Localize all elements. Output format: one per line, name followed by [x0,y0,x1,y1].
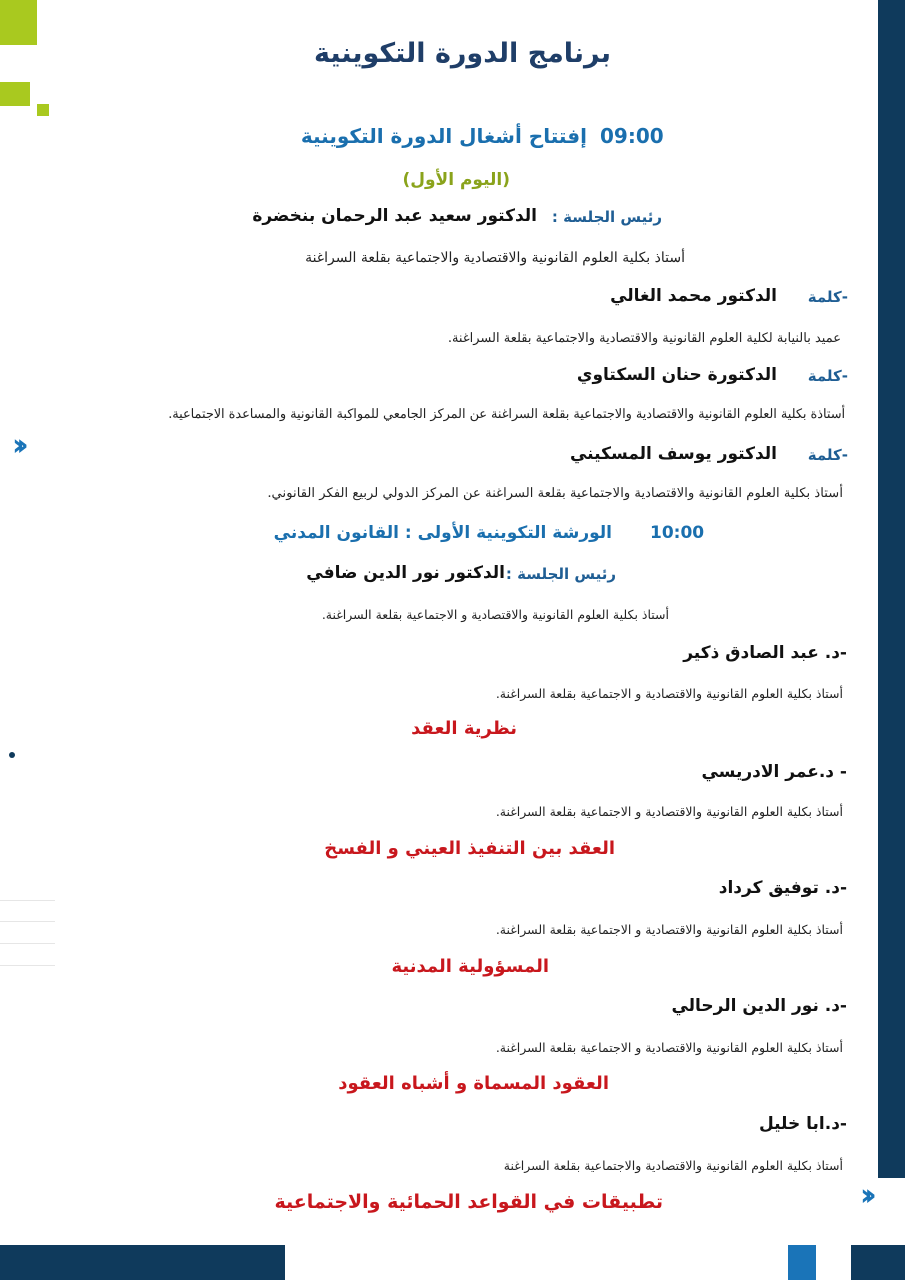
talk-topic-5: تطبيقات في القواعد الحمائية والاجتماعية [274,1191,663,1213]
small-dot [9,752,15,758]
opening-time: 09:00 [600,124,664,148]
page-title: برنامج الدورة التكوينية [313,38,611,69]
talk-topic-3: المسؤولية المدنية [391,956,549,977]
opening-label: إفتتاح أشغال الدورة التكوينية [300,124,587,148]
speech-prefix-2: -كلمة [807,367,848,385]
chair-desc-1: أستاذ بكلية العلوم القانونية والاقتصادية والاجتماعية بقلعة السراغنة [305,250,685,266]
talk-desc-5: أستاذ بكلية العلوم القانونية والاقتصادية والاجتماعية بقلعة السراغنة [503,1158,843,1173]
speech-desc-1: عميد بالنيابة لكلية العلوم القانونية والاقتصادية والاجتماعية بقلعة السراغنة. [447,331,841,346]
corner-square-green [0,0,37,45]
workshop-time: 10:00 [650,523,705,543]
speech-prefix-1: -كلمة [807,288,848,306]
chevrons-right-icon: ›› [860,1178,869,1213]
speech-prefix-3: -كلمة [807,446,848,464]
talk-speaker-2: - د.عمر الادريسي [701,762,847,782]
chair-label-1: رئيس الجلسة : [551,208,662,226]
corner-dot-green [37,104,49,116]
chair-name-1: الدكتور سعيد عبد الرحمان بنخضرة [252,206,537,226]
bottom-blue-block [788,1245,816,1280]
talk-topic-2: العقد بين التنفيذ العيني و الفسخ [324,838,615,859]
bottom-navy-bar [0,1245,285,1280]
workshop-label: الورشة التكوينية الأولى : القانون المدني [273,523,612,543]
speech-desc-2: أستاذة بكلية العلوم القانونية والاقتصادية والاجتماعية بقلعة السراغنة عن المركز الجامعي للمواكبة القانونية والمساعدة الاجتماعية. [168,407,845,422]
talk-speaker-1: -د. عبد الصادق ذكير [683,643,847,663]
talk-desc-2: أستاذ بكلية العلوم القانونية والاقتصادية و الاجتماعية بقلعة السراغنة. [495,804,843,819]
day-label: (اليوم الأول) [402,170,510,190]
chevrons-left-icon: ›› [12,428,21,463]
speech-name-1: الدكتور محمد الغالي [610,286,777,306]
talk-desc-3: أستاذ بكلية العلوم القانونية والاقتصادية و الاجتماعية بقلعة السراغنة. [495,922,843,937]
faint-lines [0,900,55,901]
talk-speaker-3: -د. توفيق كرداد [718,878,847,898]
talk-speaker-5: -د.ابا خليل [758,1114,847,1134]
speech-desc-3: أستاذ بكلية العلوم القانونية والاقتصادية والاجتماعية بقلعة السراغنة عن المركز الدولي لربيع الفكر القانوني. [267,486,843,501]
chair-name-2: الدكتور نور الدين ضافي [306,563,505,583]
talk-topic-1: نظرية العقد [411,718,517,739]
chair-label-2: رئيس الجلسة : [505,565,616,583]
chair-desc-2: أستاذ بكلية العلوم القانونية والاقتصادية و الاجتماعية بقلعة السراغنة. [321,607,669,622]
talk-topic-4: العقود المسماة و أشباه العقود [338,1073,609,1094]
speech-name-3: الدكتور يوسف المسكيني [569,444,777,464]
right-navy-bar [878,0,905,1178]
talk-desc-1: أستاذ بكلية العلوم القانونية والاقتصادية و الاجتماعية بقلعة السراغنة. [495,686,843,701]
speech-name-2: الدكتورة حنان السكتاوي [576,365,777,385]
bottom-navy-block [851,1245,905,1280]
corner-bar-green [0,82,30,106]
talk-desc-4: أستاذ بكلية العلوم القانونية والاقتصادية و الاجتماعية بقلعة السراغنة. [495,1040,843,1055]
talk-speaker-4: -د. نور الدين الرحالي [671,996,847,1016]
